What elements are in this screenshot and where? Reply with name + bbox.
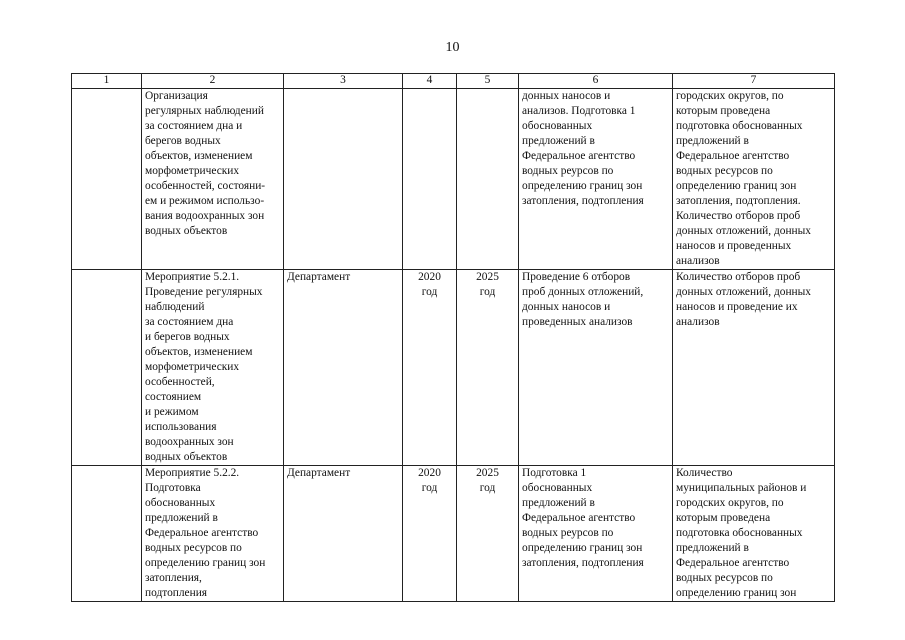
header-cell: 7	[673, 74, 835, 89]
table-row	[72, 270, 835, 466]
cell-measure: Мероприятие 5.2.2. Подготовка обоснованных предложений в Федеральное агентство водных ресурсов по определению границ зон затопления, подтопления	[142, 466, 284, 602]
plan-table	[71, 73, 835, 602]
cell-result: Подготовка 1 обоснованных предложений в Федеральное агентство водных реурсов по определению границ зон затопления, подтопления	[519, 466, 673, 602]
cell-end-year	[457, 89, 519, 270]
cell-indicator: Количество отборов проб донных отложений, донных наносов и проведение их анализов	[673, 270, 835, 466]
cell-end-year: 2025 год	[457, 466, 519, 602]
cell-start-year	[403, 89, 457, 270]
cell-result: Проведение 6 отборов проб донных отложений, донных наносов и проведенных анализов	[519, 270, 673, 466]
page-number: 10	[445, 40, 460, 55]
cell-end-year: 2025 год	[457, 270, 519, 466]
cell-indicator: городских округов, по которым проведена подготовка обоснованных предложений в Федеральное агентство водных ресурсов по определению границ зон затопления, подтопления. Количество отборов проб донных отложений, донных наносов и проведенных анализов	[673, 89, 835, 270]
cell-executor: Департамент	[284, 270, 403, 466]
header-cell: 5	[457, 74, 519, 89]
table-row	[72, 466, 835, 602]
cell-start-year: 2020 год	[403, 466, 457, 602]
cell-measure: Организация регулярных наблюдений за состоянием дна и берегов водных объектов, изменением морфометрических особенностей, состояни- ем и режимом использо- вания водоохранных зон водных объектов	[142, 89, 284, 270]
table-header-row	[72, 74, 835, 89]
cell-number	[72, 89, 142, 270]
cell-executor: Департамент	[284, 466, 403, 602]
header-cell: 1	[72, 74, 142, 89]
header-cell: 4	[403, 74, 457, 89]
cell-number	[72, 466, 142, 602]
header-cell: 3	[284, 74, 403, 89]
header-cell: 2	[142, 74, 284, 89]
header-cell: 6	[519, 74, 673, 89]
cell-executor	[284, 89, 403, 270]
cell-number	[72, 270, 142, 466]
cell-result: донных наносов и анализов. Подготовка 1 обоснованных предложений в Федеральное агентство водных реурсов по определению границ зон затопления, подтопления	[519, 89, 673, 270]
cell-measure: Мероприятие 5.2.1. Проведение регулярных наблюдений за состоянием дна и берегов водных объектов, изменением морфометрических особенностей, состоянием и режимом использования водоохранных зон водных объектов	[142, 270, 284, 466]
cell-indicator: Количество муниципальных районов и городских округов, по которым проведена подготовка обоснованных предложений в Федеральное агентство водных ресурсов по определению границ зон	[673, 466, 835, 602]
cell-start-year: 2020 год	[403, 270, 457, 466]
table-row	[72, 89, 835, 270]
